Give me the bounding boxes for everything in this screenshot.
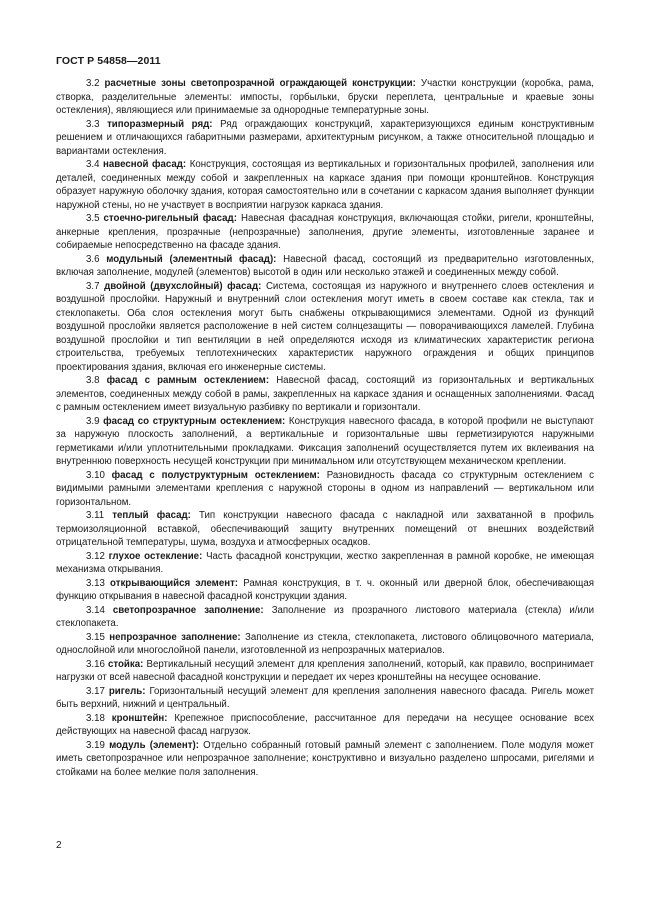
definition-3-3: [56, 118, 594, 159]
definition-text: Часть фасадной конструкции, жестко закрепленная в рамной коробке, не имеющая механизма открывания.: [56, 550, 594, 575]
clause-number: 3.5: [86, 213, 100, 224]
term: открывающийся элемент:: [110, 577, 239, 589]
definition-text: Рамная конструкция, в т. ч. оконный или дверной блок, обеспечивающая функцию открывания в навесной фасадной конструкции здания.: [56, 577, 594, 602]
definition-3-2: [56, 77, 594, 118]
clause-number: 3.10: [86, 469, 105, 481]
clause-number: 3.15: [86, 631, 105, 643]
clause-number: 3.16: [86, 658, 105, 670]
term: стойка:: [108, 658, 144, 670]
term: светопрозрачное заполнение:: [112, 604, 264, 616]
definition-text: Тип конструкции навесного фасада с накладной или захватанной в профиль термоизоляционной вставкой, обеспечивающий защиту внутренних помещений от внешних воздействий отрицательной температуры, шума, воздуха и атмосферных осадков.: [56, 510, 594, 548]
definition-3-12: [56, 550, 594, 577]
definition-text: Разновидность фасада со структурным остеклением с видимыми рамными элементами крепления с наружной стороны в одном из направлений — вертикальном или горизонтальном.: [56, 469, 594, 508]
clause-number: 3.8: [86, 375, 100, 386]
definition-text: Участки конструкции (коробка, рама, створка, разделительные элементы: импосты, горбыльки, бруски переплета, центральные и краевые зоны остекления), являющиеся или принимаемые за однородные температурные зоны.: [56, 78, 594, 116]
clause-number: 3.19: [86, 739, 105, 751]
term: фасад с рамным остеклением:: [106, 375, 270, 386]
clause-number: 3.11: [86, 510, 105, 521]
clause-number: 3.18: [86, 712, 105, 724]
definition-text: Заполнение из прозрачного листового материала (стекла) и/или стеклопакета.: [56, 604, 594, 629]
term: глухое остекление:: [108, 550, 203, 562]
definition-text: Горизонтальный несущий элемент для крепления заполнения навесного фасада. Ригель может быть верхний, нижний и центральный.: [56, 685, 595, 710]
definition-3-8: [56, 374, 594, 415]
definition-text: Конструкция навесного фасада, в которой профили не выступают за наружную плоскость заполнений, а вертикальные и горизонтальные швы герметизируются наружными герметиками и/или уплотнительными прокладками. Фиксация заполнений осуществляется путем их вклеивания на внутреннюю поверхность несущей конструкции при минимальном или отсутствующем механическом креплении.: [56, 415, 594, 467]
definition-3-7: [56, 280, 594, 375]
clause-number: 3.9: [86, 415, 100, 427]
clause-number: 3.7: [86, 280, 100, 292]
term: фасад со структурным остеклением:: [103, 415, 286, 427]
definition-3-13: [56, 577, 594, 604]
clause-number: 3.3: [86, 118, 100, 130]
definition-3-16: [56, 658, 594, 685]
term: навесной фасад:: [103, 159, 187, 170]
definition-3-17: [56, 685, 594, 712]
definition-text: Крепежное приспособление, рассчитанное для передачи на несущее основание всех действующих на навесной фасад нагрузок.: [56, 712, 594, 737]
definition-3-9: [56, 415, 594, 469]
term: модульный (элементный фасад):: [106, 253, 277, 265]
term: ригель:: [108, 685, 146, 697]
clause-number: 3.4: [86, 159, 100, 170]
definition-3-11: [56, 509, 594, 550]
definition-text: Заполнение из стекла, стеклопакета, листового облицовочного материала, однослойной или многослойной панели, изготовленной из непрозрачных материалов.: [56, 631, 594, 656]
clause-number: 3.14: [86, 604, 105, 616]
document-body: [56, 77, 594, 779]
definition-3-19: [56, 739, 594, 780]
definition-3-15: [56, 631, 594, 658]
definition-text: Навесной фасад, состоящий из горизонтальных и вертикальных элементов, соединенных между собой в рамы, закрепленных на каркасе здания и оснащенных заполнениями. Фасад с рамным остеклением имеет визуальную разбивку по вертикали и горизонтали.: [56, 375, 594, 413]
term: стоечно-ригельный фасад:: [103, 213, 237, 224]
definition-text: Система, состоящая из наружного и внутреннего слоев остекления и воздушной прослойки. Наружный и внутренний слои остекления могут иметь в своем составе как стекла, так и стеклопакеты. Оба слоя остекления могут быть снабжены открывающимися элементами. Одной из функций воздушной прослойки является расположение в ней систем солнцезащиты — поворачивающихся ламелей. Глубина воздушной прослойки и тип вентиляции в ней определяются исходя из климатических характеристик региона строительства, требуемых теплотехнических характеристик наружного ограждения и общих принципов проектирования здания, включая его инженерные системы.: [56, 280, 594, 373]
definition-3-6: [56, 253, 594, 280]
clause-number: 3.6: [86, 253, 100, 265]
definition-3-18: [56, 712, 594, 739]
term: теплый фасад:: [112, 510, 191, 521]
definition-text: Навесная фасадная конструкция, включающая стойки, ригели, кронштейны, анкерные крепления, прозрачные (непрозрачные) заполнения, другие элементы, изготовленные заранее и собираемые непосредственно на фасаде здания.: [56, 213, 594, 251]
term: модуль (элемент):: [109, 739, 199, 751]
definition-text: Конструкция, состоящая из вертикальных и горизонтальных профилей, заполнения или деталей, соединенных между собой и закрепленных на каркасе здания при помощи кронштейнов. Конструкция образует наружную оболочку здания, которая самостоятельно или в сочетании с каркасом здания выполняет функции наружной стены, но не участвует в восприятии нагрузок каркаса здания.: [56, 159, 594, 211]
definition-text: Навесной фасад, состоящий из предварительно изготовленных, включая заполнение, модулей (элементов) высотой в один или несколько этажей и соединенных между собой.: [56, 253, 595, 278]
term: расчетные зоны светопрозрачной ограждающей конструкции:: [104, 78, 416, 89]
definition-3-5: [56, 212, 594, 253]
term: фасад с полуструктурным остеклением:: [111, 469, 320, 481]
term: типоразмерный ряд:: [107, 118, 213, 130]
definition-3-14: [56, 604, 594, 631]
term: непрозрачное заполнение:: [109, 631, 241, 643]
clause-number: 3.12: [86, 550, 105, 562]
clause-number: 3.13: [86, 577, 105, 589]
page-number: 2: [56, 840, 62, 851]
definition-text: Ряд ограждающих конструкций, характеризующихся единым конструктивным решением и отличающихся габаритными размерами, архитектурным рисунком, а также относительной площадью и вариантами остекления.: [56, 118, 594, 157]
definition-3-10: [56, 469, 594, 510]
term: кронштейн:: [111, 712, 168, 724]
definition-text: Вертикальный несущий элемент для крепления заполнений, который, как правило, воспринимает нагрузки от всей навесной фасадной конструкции и передает их через кронштейны на несущее основание.: [56, 658, 594, 683]
term: двойной (двухслойный) фасад:: [104, 280, 262, 292]
clause-number: 3.2: [86, 78, 100, 89]
clause-number: 3.17: [86, 685, 105, 697]
definition-3-4: [56, 158, 594, 212]
definition-text: Отдельно собранный готовый рамный элемент с заполнением. Поле модуля может иметь светопрозрачное или непрозрачное заполнение; конструктивно и визуально разделено шпросами, ригелями и стойками на более мелкие поля заполнения.: [56, 739, 594, 778]
document-header: ГОСТ Р 54858—2011: [56, 55, 161, 67]
